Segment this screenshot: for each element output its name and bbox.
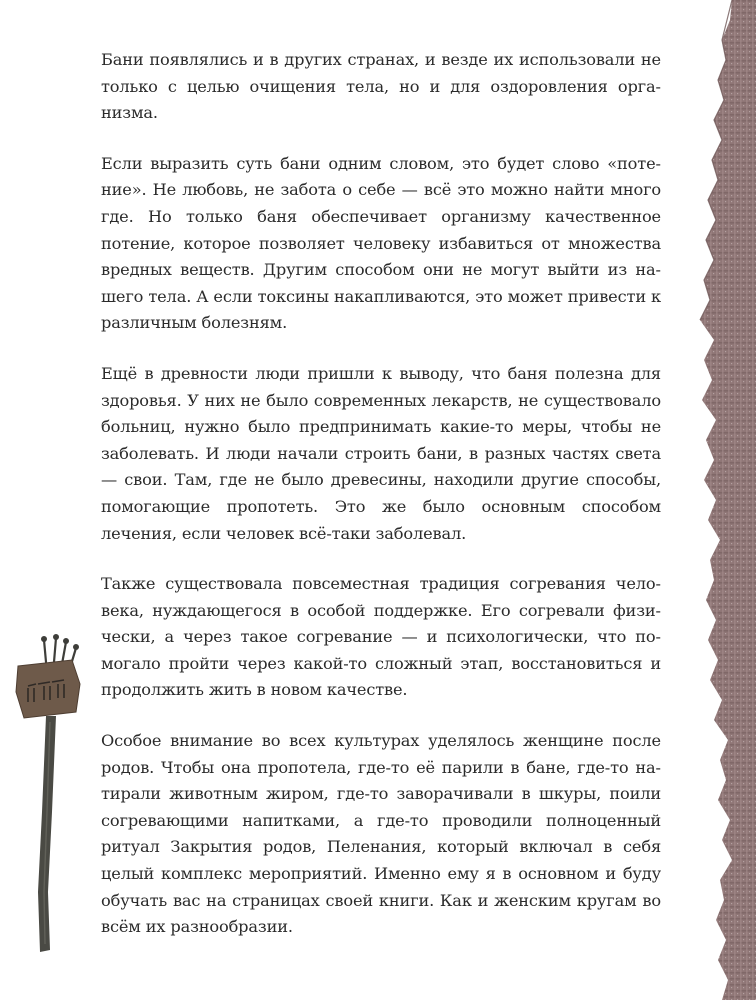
fork-illustration	[14, 632, 84, 962]
paragraph-2: Если выразить суть бани одним словом, это будет слово «потение». Не любовь, не забота о себе — всё это можно найти много где. Но только баня обеспечивает организму качественное потение, которое позволяет человеку избавиться от множества вредных веществ. Другим способом они не могут выйти из нашего тела. А если токсины накапливаются, это может привести к различным болезням.	[101, 153, 661, 333]
text-column	[101, 47, 661, 965]
burlap-fabric-decoration	[692, 0, 756, 1000]
paragraph-4: Также существовала повсеместная традиция согревания человека, нуждающегося в особой поддержке. Его согревали физически, а через такое согревание — и психологически, что помогало пройти через какой-то сложный этап, восстановиться и продолжить жить в новом качестве.	[101, 574, 661, 700]
paragraph-1: Бани появлялись и в других странах, и везде их использовали не только с целью очищения тела, но и для оздоровления организма.	[101, 50, 661, 123]
paragraph-3: Ещё в древности люди пришли к выводу, что баня полезна для здоровья. У них не было современных лекарств, не существовало больниц, нужно было предпринимать какие-то меры, чтобы не заболевать. И люди начали строить бани, в разных частях света — свои. Там, где не было древесины, находили другие способы, помогающие пропотеть. Это же было основным способом лечения, если человек всё-таки заболевал.	[101, 363, 661, 543]
paragraph-5: Особое внимание во всех культурах уделялось женщине после родов. Чтобы она пропотела, где-то её парили в бане, где-то натирали животным жиром, где-то заворачивали в шкуры, поили согревающими напитками, а где-то проводили полноценный ритуал Закрытия родов, Пеленания, который включал в себя целый комплекс мероприятий. Именно ему я в основном и буду обучать вас на страницах своей книги. Как и женским кругам во всём их разнообразии.	[101, 731, 661, 937]
